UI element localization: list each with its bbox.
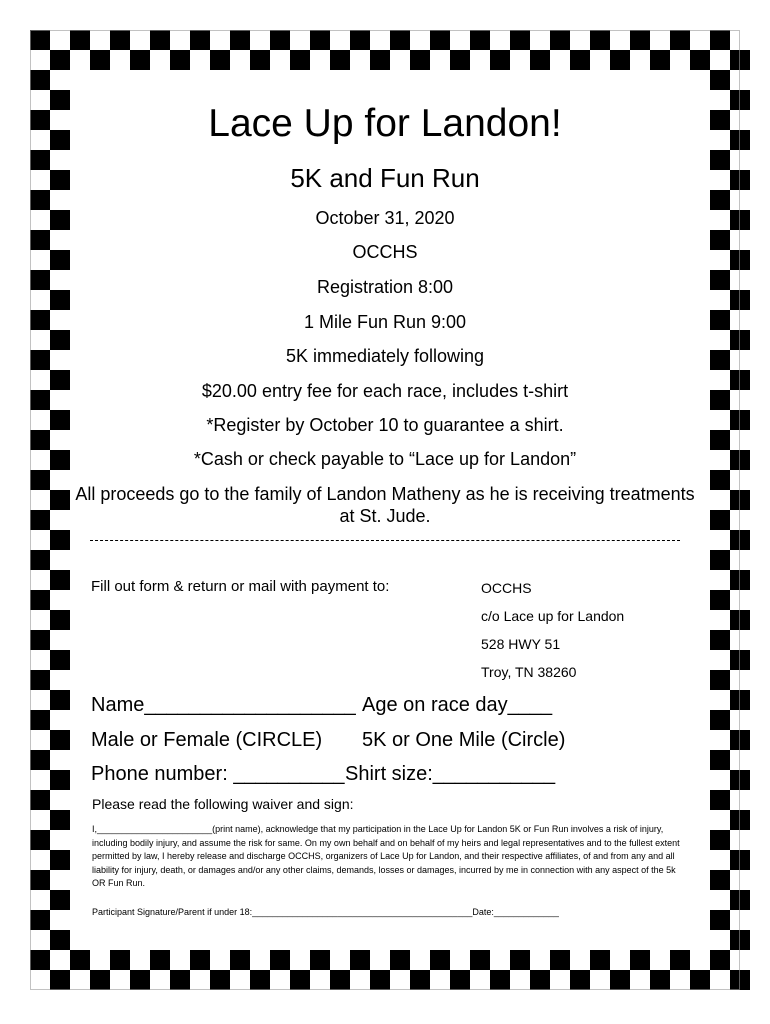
checker-square bbox=[290, 50, 310, 70]
waiver-heading: Please read the following waiver and sign: bbox=[92, 796, 354, 812]
checker-square bbox=[130, 970, 150, 990]
checker-square bbox=[250, 970, 270, 990]
checker-square bbox=[510, 30, 530, 50]
checker-square bbox=[730, 410, 750, 430]
checker-square bbox=[730, 850, 750, 870]
checker-square bbox=[730, 610, 750, 630]
address-line-3: 528 HWY 51 bbox=[481, 636, 561, 652]
checker-square bbox=[30, 310, 50, 330]
checker-square bbox=[30, 510, 50, 530]
checker-square bbox=[50, 570, 70, 590]
checker-square bbox=[270, 950, 290, 970]
checker-square bbox=[190, 950, 210, 970]
checker-square bbox=[730, 210, 750, 230]
name-field[interactable]: Name___________________ bbox=[91, 694, 356, 716]
checker-square bbox=[30, 30, 50, 50]
checker-square bbox=[30, 710, 50, 730]
checker-square bbox=[190, 30, 210, 50]
checker-square bbox=[130, 50, 150, 70]
checker-square bbox=[730, 170, 750, 190]
checker-square bbox=[330, 970, 350, 990]
checker-square bbox=[710, 190, 730, 210]
checker-square bbox=[710, 430, 730, 450]
checker-square bbox=[490, 970, 510, 990]
checker-square bbox=[50, 170, 70, 190]
checker-square bbox=[30, 190, 50, 210]
checker-square bbox=[690, 970, 710, 990]
checker-square bbox=[370, 970, 390, 990]
checker-square bbox=[50, 730, 70, 750]
checker-square bbox=[490, 50, 510, 70]
checker-square bbox=[390, 30, 410, 50]
checker-square bbox=[90, 970, 110, 990]
checker-square bbox=[30, 110, 50, 130]
checker-square bbox=[430, 30, 450, 50]
checker-square bbox=[430, 950, 450, 970]
checker-square bbox=[710, 390, 730, 410]
checker-square bbox=[710, 590, 730, 610]
checker-square bbox=[310, 950, 330, 970]
checker-square bbox=[50, 130, 70, 150]
checker-square bbox=[550, 950, 570, 970]
checker-square bbox=[710, 270, 730, 290]
checker-square bbox=[370, 50, 390, 70]
checker-square bbox=[70, 30, 90, 50]
checker-square bbox=[590, 30, 610, 50]
checker-square bbox=[710, 150, 730, 170]
5k-start-note: 5K immediately following bbox=[285, 346, 485, 366]
checker-square bbox=[30, 870, 50, 890]
checker-square bbox=[730, 970, 750, 990]
checker-square bbox=[30, 230, 50, 250]
checker-square bbox=[730, 690, 750, 710]
checker-square bbox=[710, 630, 730, 650]
checker-square bbox=[70, 950, 90, 970]
checker-square bbox=[710, 550, 730, 570]
checker-square bbox=[730, 450, 750, 470]
checker-square bbox=[50, 330, 70, 350]
shirt-deadline-note: *Register by October 10 to guarantee a shirt. bbox=[206, 415, 564, 435]
checker-square bbox=[630, 30, 650, 50]
checker-square bbox=[710, 310, 730, 330]
checker-square bbox=[710, 70, 730, 90]
checker-square bbox=[30, 910, 50, 930]
checker-square bbox=[650, 970, 670, 990]
payment-note: *Cash or check payable to “Lace up for Landon” bbox=[193, 449, 577, 469]
event-location: OCCHS bbox=[352, 242, 418, 262]
checker-square bbox=[270, 30, 290, 50]
checker-square bbox=[30, 430, 50, 450]
checker-square bbox=[310, 30, 330, 50]
fun-run-time: 1 Mile Fun Run 9:00 bbox=[303, 312, 467, 332]
checker-square bbox=[710, 750, 730, 770]
checker-square bbox=[730, 490, 750, 510]
checker-square bbox=[30, 350, 50, 370]
checker-square bbox=[730, 770, 750, 790]
checker-square bbox=[230, 950, 250, 970]
phone-field[interactable]: Phone number: __________ bbox=[91, 763, 345, 785]
checker-square bbox=[30, 830, 50, 850]
checker-square bbox=[610, 970, 630, 990]
checker-square bbox=[30, 790, 50, 810]
checker-square bbox=[470, 950, 490, 970]
checker-square bbox=[30, 590, 50, 610]
checker-square bbox=[50, 250, 70, 270]
checker-square bbox=[30, 70, 50, 90]
gender-choice[interactable]: Male or Female (CIRCLE) bbox=[91, 729, 323, 751]
checker-square bbox=[110, 950, 130, 970]
checker-square bbox=[50, 770, 70, 790]
checker-square bbox=[730, 930, 750, 950]
checker-square bbox=[730, 650, 750, 670]
checker-square bbox=[410, 970, 430, 990]
checker-square bbox=[210, 50, 230, 70]
checker-square bbox=[50, 930, 70, 950]
event-subtitle: 5K and Fun Run bbox=[290, 163, 480, 193]
signature-line[interactable]: Participant Signature/Parent if under 18:____________________________________________Date:_____________ bbox=[92, 907, 559, 917]
checker-square bbox=[30, 390, 50, 410]
registration-time: Registration 8:00 bbox=[316, 277, 454, 297]
checker-square bbox=[710, 670, 730, 690]
checker-square bbox=[590, 950, 610, 970]
checker-square bbox=[50, 450, 70, 470]
checker-square bbox=[150, 950, 170, 970]
checker-square bbox=[730, 730, 750, 750]
checker-square bbox=[710, 870, 730, 890]
event-title: Lace Up for Landon! bbox=[208, 102, 562, 145]
checker-square bbox=[50, 610, 70, 630]
waiver-text: I,_______________________(print name), acknowledge that my participation in the Lace Up for Landon 5K or Fun Run involves a risk of injury, including bodily injury, and assume the risk for same. On my own behalf and on behalf of my heirs and legal representatives and to the fullest extent permitted by law, I hereby release and discharge OCCHS, organizers of Lace Up for Landon, and their respective affiliates, of and from any and all liability for injury, death, or damages and/or any other claims, demands, losses or damages, incurred by me in connection with any aspect of the 5k OR Fun Run. bbox=[92, 824, 680, 889]
checker-square bbox=[30, 550, 50, 570]
checker-square bbox=[50, 410, 70, 430]
checker-square bbox=[150, 30, 170, 50]
checker-square bbox=[90, 50, 110, 70]
checker-square bbox=[30, 630, 50, 650]
checker-square bbox=[510, 950, 530, 970]
address-line-1: OCCHS bbox=[481, 580, 532, 596]
checker-square bbox=[30, 750, 50, 770]
checker-square bbox=[730, 330, 750, 350]
checker-square bbox=[710, 30, 730, 50]
checker-square bbox=[110, 30, 130, 50]
checker-square bbox=[530, 970, 550, 990]
checker-square bbox=[570, 50, 590, 70]
checker-square bbox=[50, 690, 70, 710]
checker-square bbox=[710, 350, 730, 370]
checker-square bbox=[730, 90, 750, 110]
checker-square bbox=[50, 650, 70, 670]
checker-square bbox=[730, 50, 750, 70]
address-line-4: Troy, TN 38260 bbox=[481, 664, 577, 680]
checker-square bbox=[50, 890, 70, 910]
checker-square bbox=[630, 950, 650, 970]
checker-square bbox=[50, 530, 70, 550]
checker-square bbox=[530, 50, 550, 70]
checker-square bbox=[350, 30, 370, 50]
checker-square bbox=[50, 290, 70, 310]
checker-square bbox=[730, 130, 750, 150]
return-instructions: Fill out form & return or mail with payment to: bbox=[91, 578, 390, 595]
checker-square bbox=[30, 950, 50, 970]
checker-square bbox=[50, 370, 70, 390]
entry-fee: $20.00 entry fee for each race, includes t-shirt bbox=[201, 381, 569, 401]
checker-square bbox=[30, 670, 50, 690]
checker-square bbox=[50, 850, 70, 870]
checker-square bbox=[710, 470, 730, 490]
checker-square bbox=[710, 230, 730, 250]
address-line-2: c/o Lace up for Landon bbox=[481, 608, 625, 624]
checker-square bbox=[230, 30, 250, 50]
checker-square bbox=[690, 50, 710, 70]
checker-square bbox=[670, 950, 690, 970]
checker-square bbox=[710, 830, 730, 850]
checker-square bbox=[50, 970, 70, 990]
shirt-size-field[interactable]: Shirt size:___________ bbox=[345, 763, 556, 785]
checker-square bbox=[30, 150, 50, 170]
checker-square bbox=[30, 270, 50, 290]
checker-square bbox=[610, 50, 630, 70]
age-field[interactable]: Age on race day____ bbox=[362, 694, 553, 716]
checker-square bbox=[710, 710, 730, 730]
checker-square bbox=[550, 30, 570, 50]
checker-square bbox=[50, 90, 70, 110]
checker-square bbox=[730, 810, 750, 830]
checker-square bbox=[30, 470, 50, 490]
checker-square bbox=[710, 790, 730, 810]
dashed-divider bbox=[90, 540, 680, 541]
checker-square bbox=[410, 50, 430, 70]
checker-square bbox=[730, 370, 750, 390]
checker-square bbox=[730, 530, 750, 550]
checker-square bbox=[290, 970, 310, 990]
checker-square bbox=[330, 50, 350, 70]
checker-square bbox=[710, 910, 730, 930]
checker-square bbox=[450, 970, 470, 990]
checker-square bbox=[710, 110, 730, 130]
checker-square bbox=[650, 50, 670, 70]
checker-square bbox=[50, 210, 70, 230]
checker-square bbox=[730, 290, 750, 310]
event-date: October 31, 2020 bbox=[315, 208, 455, 228]
checker-square bbox=[670, 30, 690, 50]
checker-square bbox=[730, 250, 750, 270]
checker-square bbox=[50, 50, 70, 70]
checker-square bbox=[470, 30, 490, 50]
checker-square bbox=[390, 950, 410, 970]
checker-square bbox=[450, 50, 470, 70]
checker-square bbox=[730, 570, 750, 590]
checker-square bbox=[710, 510, 730, 530]
checker-square bbox=[50, 490, 70, 510]
checker-square bbox=[350, 950, 370, 970]
proceeds-note: All proceeds go to the family of Landon Matheny as he is receiving treatments at St. Jude. bbox=[75, 484, 695, 526]
checker-square bbox=[730, 890, 750, 910]
checker-square bbox=[210, 970, 230, 990]
checker-square bbox=[50, 810, 70, 830]
distance-choice[interactable]: 5K or One Mile (Circle) bbox=[362, 729, 566, 751]
checker-square bbox=[170, 50, 190, 70]
checker-square bbox=[250, 50, 270, 70]
checker-square bbox=[170, 970, 190, 990]
checker-square bbox=[570, 970, 590, 990]
checker-square bbox=[710, 950, 730, 970]
